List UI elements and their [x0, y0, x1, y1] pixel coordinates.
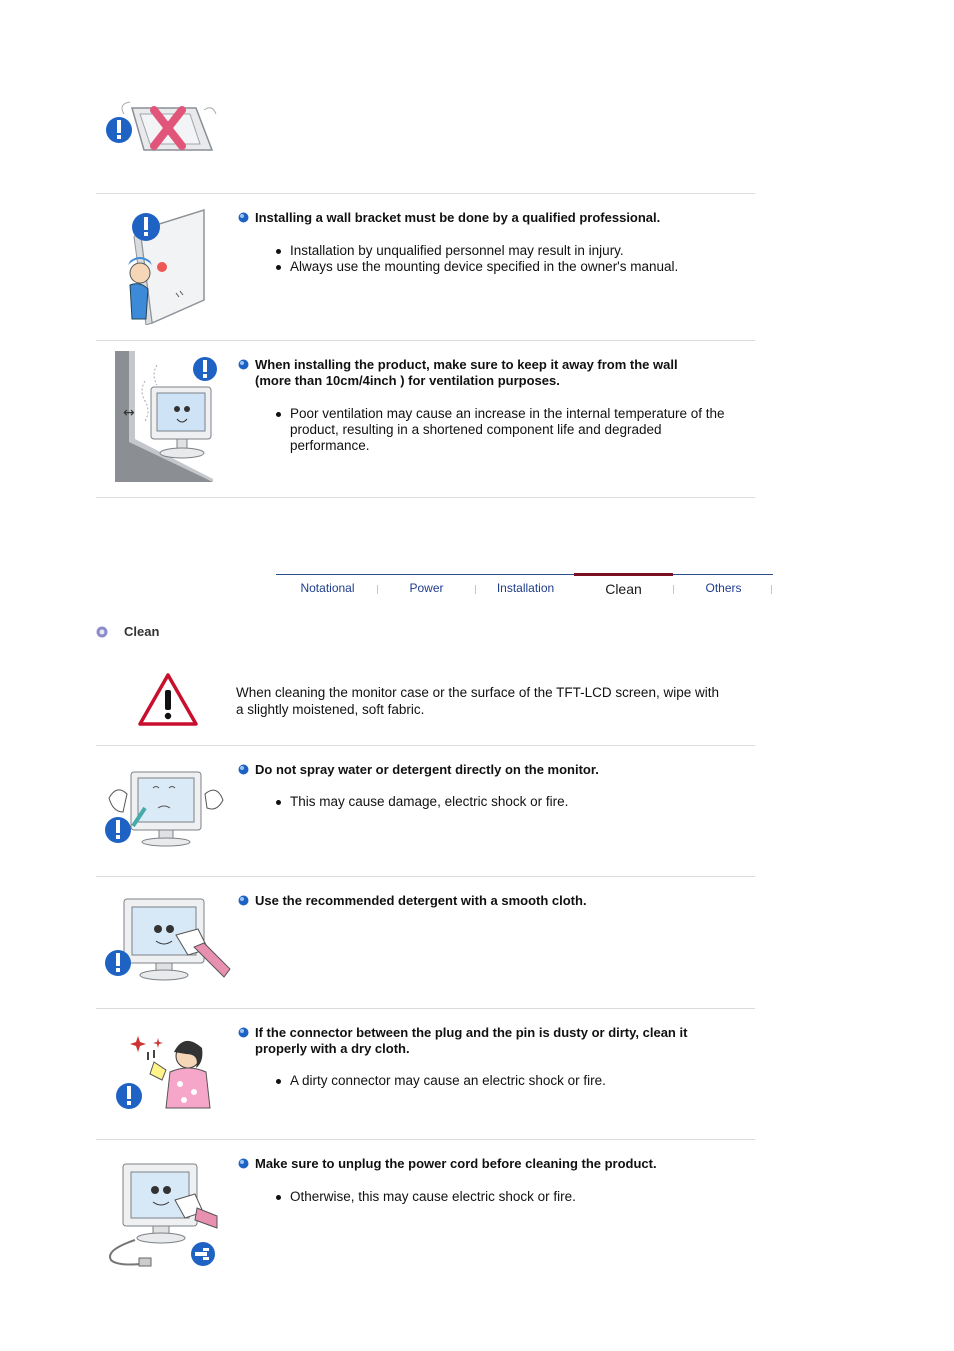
divider — [96, 193, 755, 194]
illustration-unplug — [105, 1160, 219, 1268]
list-item: Poor ventilation may cause an increase in the internal temperature of the product, resulting in a shortened component life and degraded performance. — [274, 406, 764, 454]
divider — [96, 745, 755, 746]
blue-bullet-icon — [238, 764, 249, 775]
clean-intro: When cleaning the monitor case or the surface of the TFT-LCD screen, wipe with a slightly moistened, soft fabric. — [236, 685, 719, 717]
wall-bracket-bullets — [274, 243, 754, 275]
list-item: Installation by unqualified personnel may result in injury. — [274, 243, 754, 259]
tab-separator — [771, 585, 772, 594]
caution-icon — [137, 672, 199, 727]
divider — [96, 497, 755, 498]
divider — [96, 340, 755, 341]
blue-bullet-icon — [238, 359, 249, 370]
tab-notational[interactable]: Notational — [300, 581, 355, 595]
ventilation-heading: When installing the product, make sure to keep it away from the wall (more than 10cm/4inch ) for ventilation purposes. — [238, 357, 775, 389]
tab-others[interactable]: Others — [705, 581, 742, 595]
section-tabs — [276, 574, 773, 603]
illustration-no-face-down — [104, 100, 219, 155]
list-item: Otherwise, this may cause electric shock or fire. — [274, 1189, 754, 1205]
divider — [96, 1008, 755, 1009]
blue-bullet-icon — [238, 895, 249, 906]
list-item: A dirty connector may cause an electric shock or fire. — [274, 1073, 754, 1089]
smooth-cloth-heading: Use the recommended detergent with a smooth cloth. — [238, 893, 775, 909]
tab-clean[interactable]: Clean — [574, 573, 673, 603]
blue-bullet-icon — [238, 1027, 249, 1038]
connector-heading: If the connector between the plug and the pin is dusty or dirty, clean it properly with a dry cloth. — [238, 1025, 775, 1057]
illustration-dusty-connector — [114, 1032, 218, 1112]
illustration-ventilation — [115, 351, 221, 482]
ventilation-bullets — [274, 406, 764, 454]
blue-bullet-icon — [238, 212, 249, 223]
tab-installation[interactable]: Installation — [496, 581, 555, 595]
connector-bullets — [274, 1073, 754, 1089]
no-spray-bullets — [274, 794, 754, 810]
purple-bullet-icon — [96, 626, 108, 638]
no-spray-heading: Do not spray water or detergent directly on the monitor. — [238, 762, 775, 778]
illustration-smooth-cloth — [104, 895, 232, 983]
unplug-bullets — [274, 1189, 754, 1205]
list-item: This may cause damage, electric shock or fire. — [274, 794, 754, 810]
tab-power[interactable]: Power — [409, 581, 444, 595]
wall-bracket-heading: Installing a wall bracket must be done by a qualified professional. — [238, 210, 775, 226]
unplug-heading: Make sure to unplug the power cord before cleaning the product. — [238, 1156, 775, 1172]
list-item: Always use the mounting device specified in the owner's manual. — [274, 259, 754, 275]
blue-bullet-icon — [238, 1158, 249, 1169]
svg-text:↔: ↔ — [123, 405, 135, 421]
illustration-wall-bracket — [122, 205, 212, 325]
divider — [96, 1139, 755, 1140]
illustration-no-spray — [103, 768, 229, 848]
divider — [96, 876, 755, 877]
